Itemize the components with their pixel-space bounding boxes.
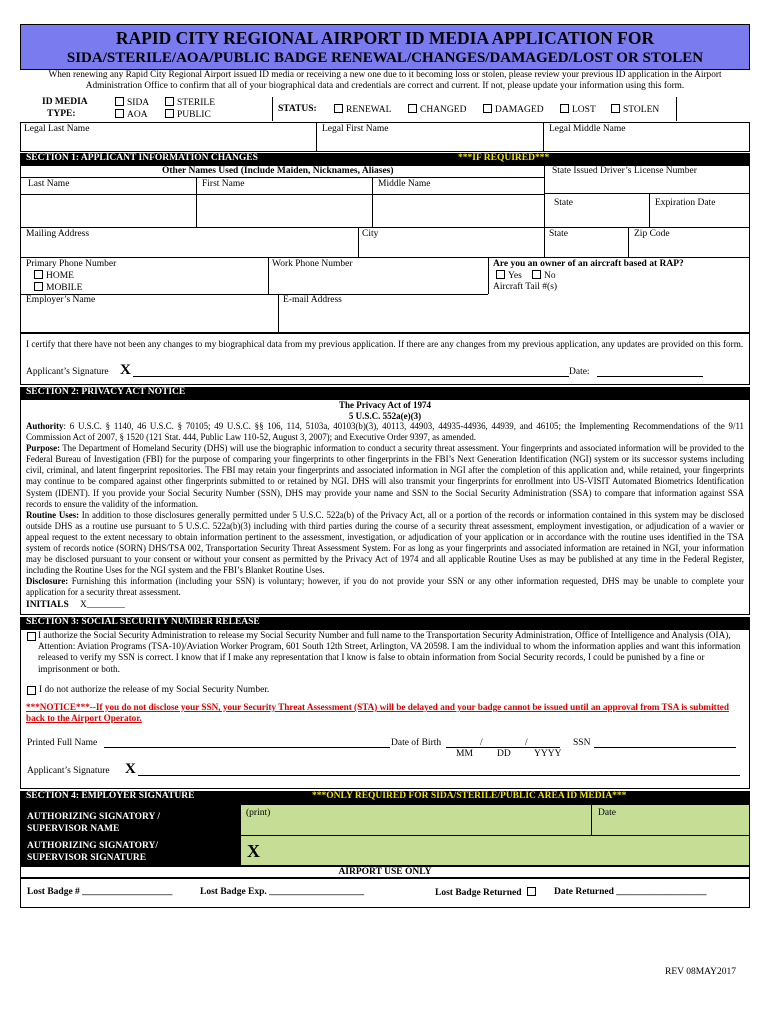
aircraft-tail-field[interactable]: Aircraft Tail #(s)	[493, 282, 558, 292]
s3-signature-x: X	[125, 761, 136, 777]
divider	[278, 294, 279, 333]
email-field[interactable]: E-mail Address	[283, 295, 342, 305]
lost-option[interactable]	[560, 104, 596, 115]
damaged-option[interactable]	[483, 104, 544, 115]
other-last-name-field[interactable]: Last Name	[28, 179, 70, 189]
aoa-label: AOA	[127, 110, 148, 120]
sida-option[interactable]	[115, 97, 149, 108]
state-field[interactable]: State	[549, 229, 568, 239]
intro-text: When renewing any Rapid City Regional Airport issued ID media or receiving a new one due to it becoming loss or stolen, please review your previous ID application in the Airport Administration Office to confirm that all of your biographical data and credentials are correct and current. If not, please update your information using this form.	[48, 70, 722, 91]
license-field[interactable]: State Issued Driver’s License Number	[552, 166, 697, 176]
airport-use-heading: AIRPORT USE ONLY	[20, 866, 750, 878]
media-type-label-2: TYPE:	[47, 109, 76, 119]
sterile-checkbox[interactable]	[165, 97, 174, 106]
city-field[interactable]: City	[362, 229, 379, 239]
divider	[268, 257, 269, 294]
lost-badge-returned-label: Lost Badge Returned	[435, 888, 522, 898]
sterile-label: STERILE	[177, 98, 215, 108]
section3-title: SECTION 3: SOCIAL SECURITY NUMBER RELEASE	[26, 617, 260, 627]
divider	[196, 177, 197, 227]
certify-text: I certify that there have not been any changes to my biographical data from my previous application. If there are any changes from my previous application, any updates are provided on this form.	[26, 339, 744, 349]
aircraft-question: Are you an owner of an aircraft based at RAP?	[493, 259, 684, 269]
home-option[interactable]	[34, 270, 74, 281]
text: /	[480, 738, 483, 748]
revision-label: REV 08MAY2017	[665, 967, 736, 977]
auth-name-field[interactable]: (print)	[246, 808, 271, 818]
no-label: No	[544, 271, 556, 281]
routine-label: Routine Uses:	[26, 509, 80, 520]
primary-phone-field[interactable]: Primary Phone Number	[26, 259, 117, 269]
aircraft-no-checkbox[interactable]	[532, 270, 541, 279]
divider	[591, 804, 592, 835]
divider	[488, 257, 489, 294]
mm-label: MM	[456, 749, 473, 759]
date-label: Date:	[569, 367, 590, 377]
ssn-line[interactable]	[594, 747, 736, 748]
status-label: STATUS:	[278, 104, 317, 114]
license-state-field[interactable]: State	[554, 198, 573, 208]
divider	[544, 227, 545, 257]
legal-middle-name-field[interactable]: Legal Middle Name	[549, 124, 626, 134]
aircraft-no-option[interactable]	[532, 270, 556, 281]
section1-bar	[20, 153, 750, 165]
lost-badge-field[interactable]: Lost Badge # ___________________	[27, 887, 173, 897]
initials-field[interactable]: X________	[80, 600, 125, 610]
divider	[240, 835, 750, 836]
privacy-act-title: The Privacy Act of 1974	[339, 400, 431, 410]
section1-title: SECTION 1: APPLICANT INFORMATION CHANGES	[26, 153, 258, 163]
auth-sig-field[interactable]: X	[247, 841, 260, 861]
printed-name-line[interactable]	[104, 747, 390, 748]
aoa-checkbox[interactable]	[115, 109, 124, 118]
s3-signature-label: Applicant’s Signature	[27, 766, 110, 776]
signature-x: X	[120, 362, 131, 378]
text: /	[525, 738, 528, 748]
ssn-label: SSN	[573, 738, 591, 748]
divider	[628, 227, 629, 257]
divider	[20, 177, 544, 178]
employer-name-field[interactable]: Employer’s Name	[26, 295, 96, 305]
section3-bar	[20, 617, 750, 629]
date-returned-field[interactable]: Date Returned ___________________	[554, 887, 707, 897]
section1-grid	[20, 165, 750, 333]
aoa-option[interactable]	[115, 109, 148, 120]
mobile-label: MOBILE	[46, 283, 83, 293]
divider	[20, 257, 750, 258]
form-title-line2: SIDA/STERILE/AOA/PUBLIC BADGE RENEWAL/CHANGES/DAMAGED/LOST OR STOLEN	[66, 50, 704, 66]
divider	[20, 227, 750, 228]
license-expiration-field[interactable]: Expiration Date	[655, 198, 716, 208]
ssn-notice: ***NOTICE***--If you do not disclose your SSN, your Security Threat Assessment (STA) will be delayed and your badge cannot be issued until an approval from TSA is submitted back to the Airport Operator.	[26, 702, 729, 724]
authority-label: Authority	[26, 421, 64, 431]
stolen-checkbox[interactable]	[611, 104, 620, 113]
privacy-act-cite: 5 U.S.C. 552a(e)(3)	[348, 411, 422, 421]
printed-name-label: Printed Full Name	[27, 738, 98, 748]
divider	[649, 193, 650, 227]
renewal-checkbox[interactable]	[334, 104, 343, 113]
renewal-label: RENEWAL	[346, 105, 392, 115]
work-phone-field[interactable]: Work Phone Number	[272, 259, 353, 269]
divider	[316, 122, 317, 152]
divider	[20, 194, 544, 195]
other-names-heading: Other Names Used (Include Maiden, Nicknames, Aliases)	[162, 166, 394, 176]
dob-label: Date of Birth	[391, 738, 442, 748]
legal-first-name-field[interactable]: Legal First Name	[322, 124, 389, 134]
other-middle-name-field[interactable]: Middle Name	[378, 179, 431, 189]
mobile-option[interactable]	[34, 282, 82, 293]
lost-badge-exp-field[interactable]: Lost Badge Exp. ____________________	[200, 887, 365, 897]
lost-badge-returned[interactable]	[435, 887, 539, 898]
routine-text: In addition to those disclosures generally permitted under 5 U.S.C. 522a(b) of the Privacy Act, all or a portion of the records or information contained in this system may be disclosed outside DHS as a routine use pursuant to 5 U.S.C. 522a(b)(3) including with third parties during the course of a security threat assessment, employment investigation, or adjudication of a wavier or appeal request to the extent necessary to obtain information pertinent to the assessment, investigation, or adjudication of your application or in accordance with the routine uses identified in the TSA system of records notice (SORN) DHS/TSA 002, Transportation Security Threat Assessment System. For as long as your fingerprints and associated information are retained in NGI, your information may be disclosed pursuant to your consent or without your consent as permitted by the Privacy Act of 1974 and all applicable Routine Uses as may be published at any time in the Federal Register, including the Routine Uses for the NGI system and the FBI’s Blanket Routine Uses.	[26, 509, 744, 576]
sida-checkbox[interactable]	[115, 97, 124, 106]
ssn-not-authorize-checkbox[interactable]	[27, 686, 36, 695]
divider	[544, 165, 545, 227]
home-label: HOME	[46, 271, 74, 281]
lost-checkbox[interactable]	[560, 104, 569, 113]
media-type-label-1: ID MEDIA	[42, 97, 88, 107]
yes-label: Yes	[508, 271, 522, 281]
divider	[543, 122, 544, 152]
s3-signature-line[interactable]	[138, 775, 740, 776]
aircraft-yes-checkbox[interactable]	[496, 270, 505, 279]
section2-title: SECTION 2: PRIVACY ACT NOTICE	[26, 387, 186, 397]
returned-checkbox[interactable]	[527, 887, 536, 896]
section4-only-required: ***ONLY REQUIRED FOR SIDA/STERILE/PUBLIC AREA ID MEDIA***	[312, 791, 627, 801]
divider	[272, 97, 273, 121]
sida-label: SIDA	[127, 98, 150, 108]
lost-label: LOST	[572, 105, 596, 115]
zip-field[interactable]: Zip Code	[634, 229, 670, 239]
initials-label: INITIALS	[26, 600, 69, 610]
stolen-option[interactable]	[611, 104, 659, 115]
applicant-signature-label: Applicant’s Signature	[26, 367, 109, 377]
ssn-authorize-text: I authorize the Social Security Administration to release my Social Security Number and full name to the Transportation Security Administration, Office of Intelligence and Analysis (OIA), Attention: Aviation Programs (TSA-10)/Aviation Worker Program, 601 South 12th Street, Arlington, VA 20598. I am the individual to whom the information applies and want this information released to verify my SSN is correct. I know that if I make any representation that I know is false to obtain information from Social Security records, I could be punished by a fine or imprisonment or both.	[38, 630, 741, 674]
form-header	[20, 24, 750, 70]
divider	[372, 177, 373, 227]
stolen-label: STOLEN	[623, 105, 660, 115]
auth-date-field[interactable]: Date	[598, 808, 616, 818]
dd-label: DD	[497, 749, 511, 759]
legal-last-name-field[interactable]: Legal Last Name	[24, 124, 90, 134]
home-checkbox[interactable]	[34, 270, 43, 279]
damaged-checkbox[interactable]	[483, 104, 492, 113]
disclosure-text: Furnishing this information (including your SSN) is voluntary; however, if you do not provide your SSN or any other information requested, DHS may be unable to complete your application for a security threat assessment.	[26, 576, 744, 598]
section2-bar	[20, 387, 750, 399]
divider	[676, 97, 677, 121]
disclosure-label: Disclosure:	[26, 576, 69, 587]
authority-text: : 6 U.S.C. § 1140, 46 U.S.C. § 70105; 49 U.S.C. §§ 106, 114, 5103a, 40103(b)(3), 40113, 44903, 44935-44936, 44939, and 46105; the Implementing Recommendations of the 9/11 Commission Act of 2007, § 1520 (121 Stat. 444, Public Law 110-52, August 3, 2007); and Executive Order 9397, as amended.	[26, 421, 744, 443]
purpose-label: Purpose:	[26, 443, 61, 454]
auth-name-label: AUTHORIZING SIGNATORY / SUPERVISOR NAME	[27, 812, 161, 834]
dob-line[interactable]	[446, 747, 560, 748]
section4-title: SECTION 4: EMPLOYER SIGNATURE	[26, 791, 195, 801]
auth-sig-label: AUTHORIZING SIGNATORY/ SUPERVISOR SIGNATURE	[27, 841, 159, 863]
changed-label: CHANGED	[420, 105, 467, 115]
public-label: PUBLIC	[177, 110, 211, 120]
ssn-not-authorize-text: I do not authorize the release of my Social Security Number.	[39, 685, 270, 695]
sterile-option[interactable]	[165, 97, 215, 108]
changed-checkbox[interactable]	[408, 104, 417, 113]
signature-line[interactable]	[133, 376, 569, 377]
renewal-option[interactable]	[334, 104, 391, 115]
public-option[interactable]	[165, 109, 211, 120]
mobile-checkbox[interactable]	[34, 282, 43, 291]
divider	[358, 227, 359, 257]
aircraft-yes-option[interactable]	[496, 270, 522, 281]
yyyy-label: YYYY	[534, 749, 562, 759]
divider	[544, 193, 750, 194]
privacy-body	[26, 421, 744, 599]
damaged-label: DAMAGED	[495, 105, 544, 115]
form-title-line1: RAPID CITY REGIONAL AIRPORT ID MEDIA APPLICATION FOR	[115, 28, 655, 48]
public-checkbox[interactable]	[165, 109, 174, 118]
date-line[interactable]	[597, 376, 703, 377]
if-required-label: ***IF REQUIRED***	[458, 153, 550, 163]
other-first-name-field[interactable]: First Name	[202, 179, 245, 189]
purpose-text: The Department of Homeland Security (DHS) will use the biographic information to conduct a security threat assessment. Your fingerprints and associated information will be provided to the Federal Bureau of Investigation (FBI) for the purpose of comparing your fingerprints to other fingerprints in the FBI’s Next Generation Identification (NGI) system or its successor systems including civil, criminal, and latent fingerprint repositories. The FBI may retain your fingerprints and associated information in NGI after the completion of this application and, while retained, your fingerprints may continue to be compared against other fingerprints submitted to or retained by NGI. DHS will also transmit your fingerprints for enrollment into US-VISIT Automated Biometrics Identification System (IDENT). If you provide your Social Security Number (SSN), DHS may provide your name and SSN to the Social Security Administration (SSA) to compare that information against SSA records to ensure the validity of the information.	[26, 443, 744, 509]
changed-option[interactable]	[408, 104, 466, 115]
ssn-authorize-checkbox[interactable]	[27, 632, 36, 641]
section4-bar	[20, 791, 750, 804]
mailing-address-field[interactable]: Mailing Address	[26, 229, 90, 239]
